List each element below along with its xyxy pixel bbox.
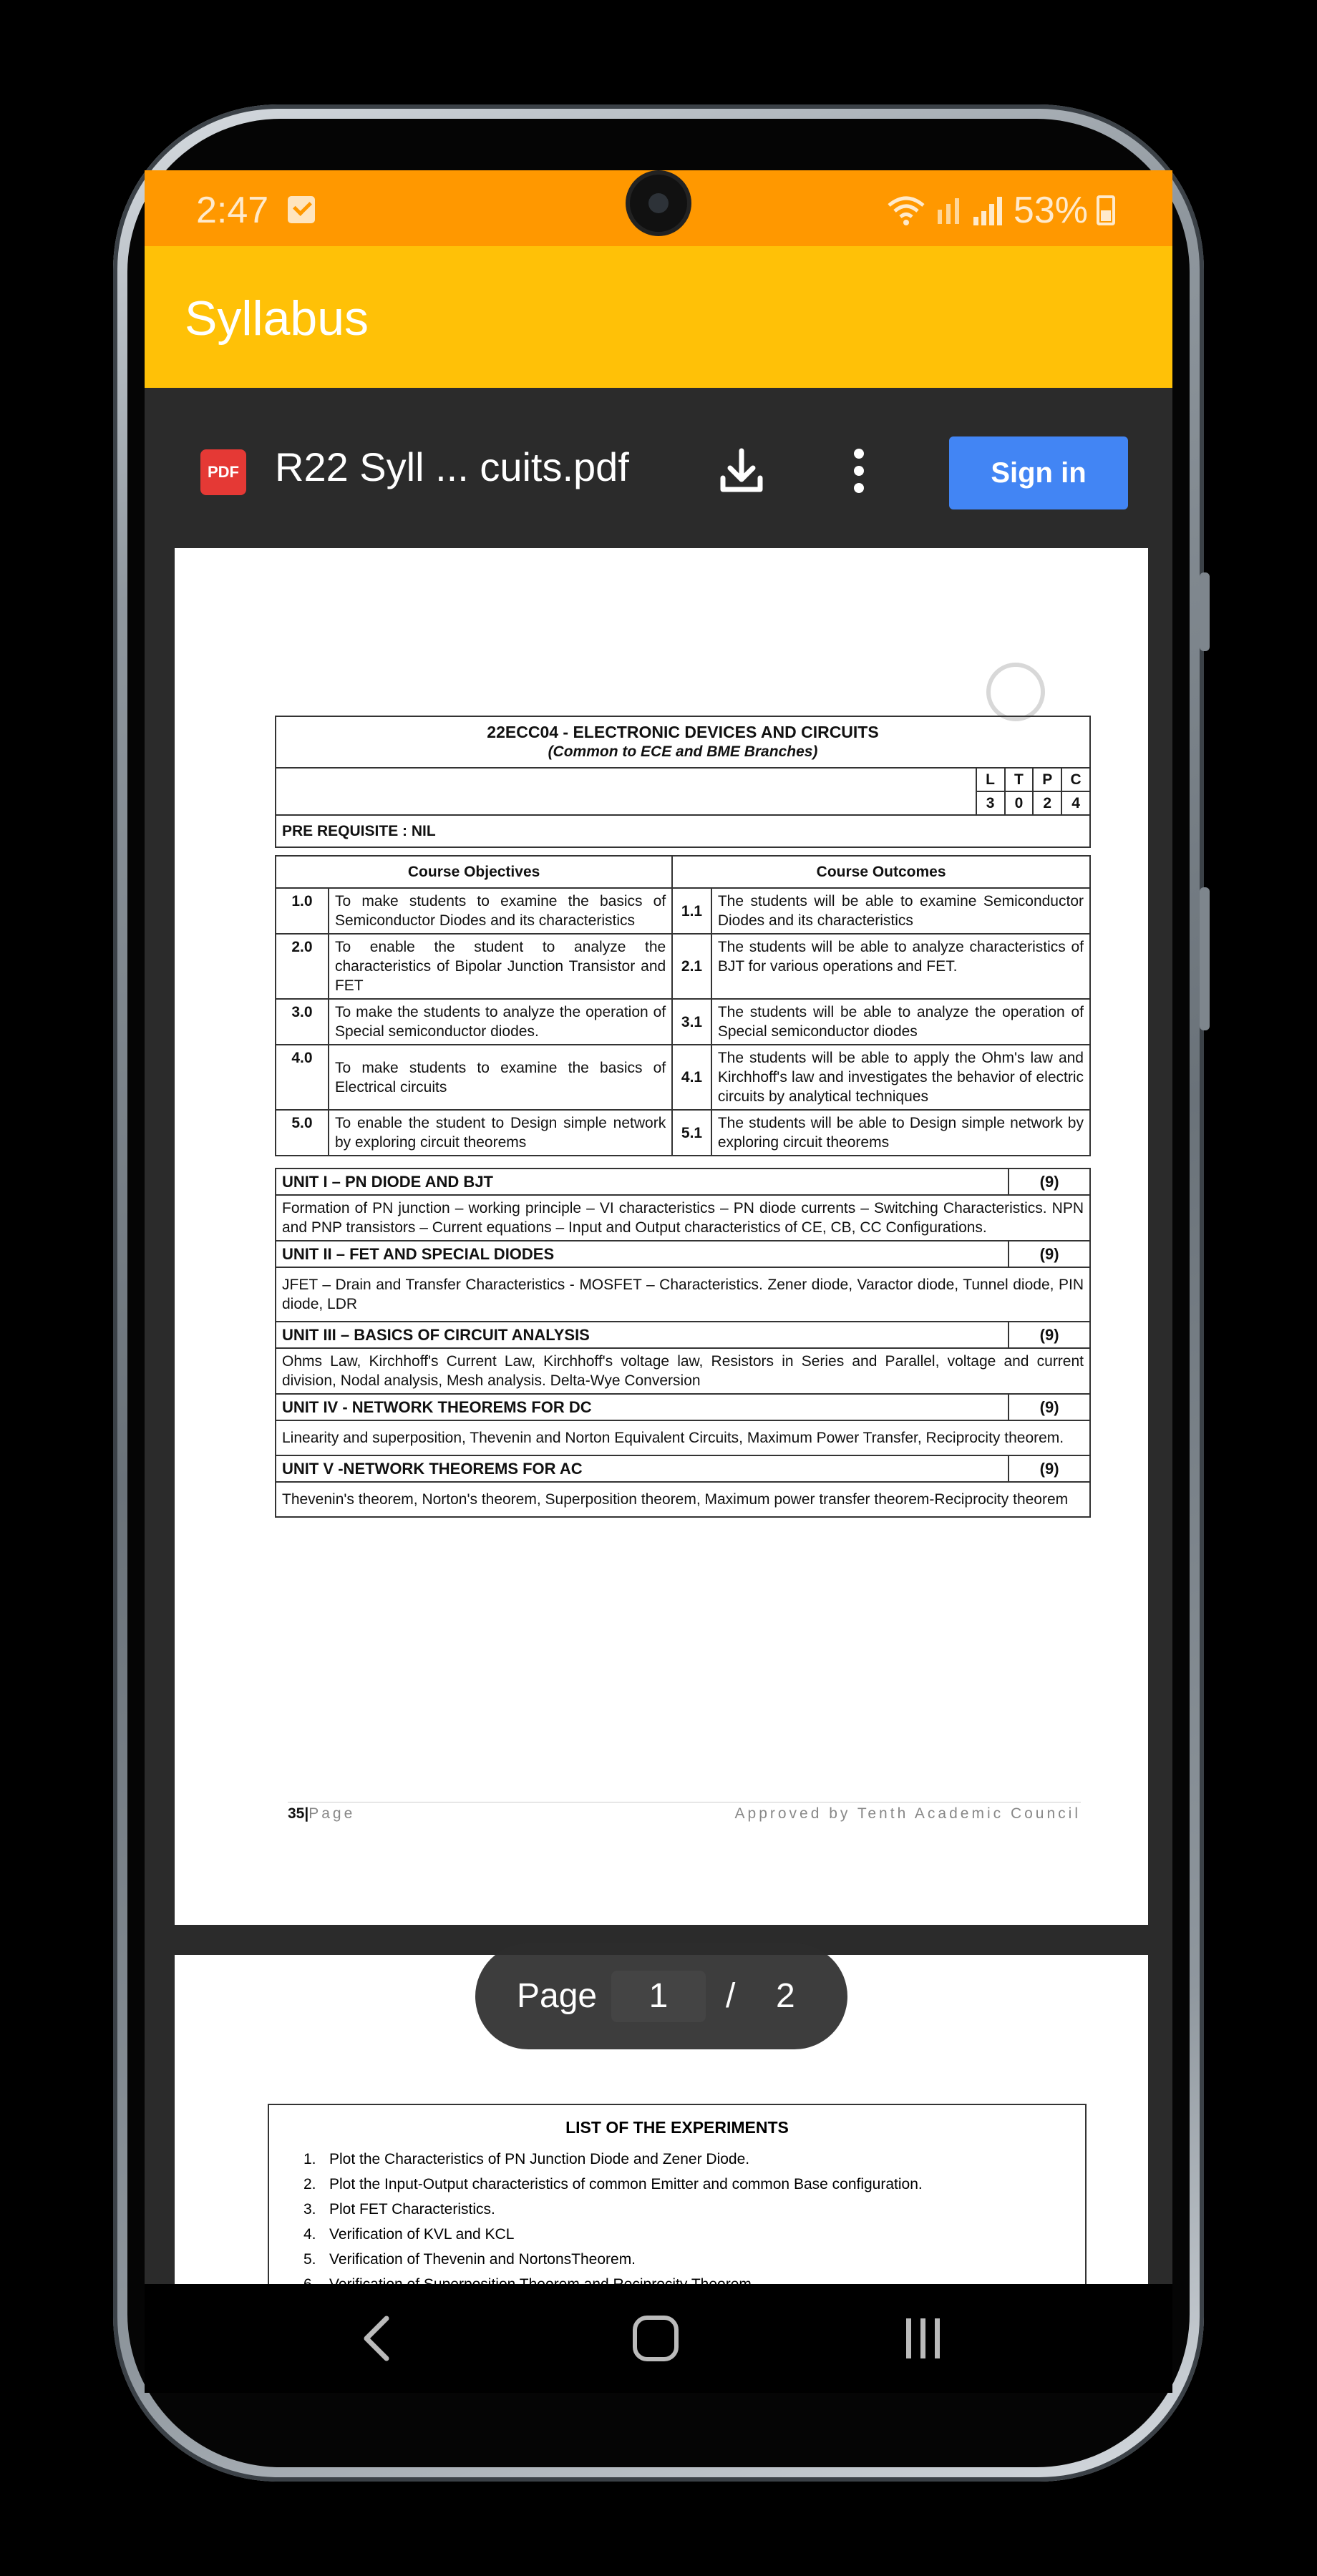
table-row xyxy=(276,1110,1090,1156)
back-icon[interactable] xyxy=(355,2313,398,2364)
page-separator: / xyxy=(726,1977,736,2015)
phone-screen xyxy=(145,170,1172,2393)
battery-percent: 53% xyxy=(1013,190,1088,231)
table-row xyxy=(276,888,1090,934)
battery-icon xyxy=(1097,195,1115,225)
list-item xyxy=(303,2197,923,2222)
ltpc-value-l: 3 xyxy=(976,791,1005,815)
unit-hours: (9) xyxy=(1009,1394,1090,1420)
unit-hours: (9) xyxy=(1009,1169,1090,1195)
checkbox-notification-icon xyxy=(288,196,315,223)
table-row xyxy=(276,934,1090,999)
item-number: 2. xyxy=(303,2176,316,2192)
prerequisite: PRE REQUISITE : NIL xyxy=(276,815,1090,847)
loading-spinner-icon xyxy=(986,663,1045,721)
objective-number: 2.0 xyxy=(276,934,329,999)
course-title-cell xyxy=(276,716,1090,768)
outcomes-header: Course Outcomes xyxy=(672,856,1090,888)
footer-page-word: Page xyxy=(308,1805,356,1822)
outcome-text: The students will be able to examine Semiconductor Diodes and its characteristics xyxy=(711,888,1090,934)
download-icon[interactable] xyxy=(713,442,770,499)
units-table xyxy=(275,1168,1091,1518)
item-number: 3. xyxy=(303,2201,316,2218)
power-button xyxy=(1200,887,1210,1030)
outcome-number: 4.1 xyxy=(672,1045,711,1110)
list-item xyxy=(303,2222,923,2247)
status-time: 2:47 xyxy=(196,190,269,231)
file-name: R22 Syll ... cuits.pdf xyxy=(275,444,629,489)
ltpc-value-c: 4 xyxy=(1061,791,1090,815)
unit-hours: (9) xyxy=(1009,1322,1090,1348)
unit-content: Ohms Law, Kirchhoff's Current Law, Kirchhoff's voltage law, Resistors in Series and Parallel, voltage and current division, Nodal analysis, Mesh analysis. Delta-Wye Conversion xyxy=(276,1348,1090,1394)
ltpc-header-t: T xyxy=(1005,768,1034,791)
objective-text: To enable the student to Design simple network by exploring circuit theorems xyxy=(329,1110,672,1156)
objectives-header: Course Objectives xyxy=(276,856,672,888)
table-row xyxy=(276,999,1090,1045)
ltpc-header-l: L xyxy=(976,768,1005,791)
outcome-number: 1.1 xyxy=(672,888,711,934)
item-number: 5. xyxy=(303,2251,316,2268)
unit-content: JFET – Drain and Transfer Characteristics - MOSFET – Characteristics. Zener diode, Varactor diode, Tunnel diode, PIN diode, LDR xyxy=(276,1267,1090,1322)
item-text: Plot FET Characteristics. xyxy=(329,2201,495,2218)
footer-page-number: 35|Page xyxy=(288,1805,356,1822)
list-item xyxy=(303,2147,923,2172)
unit-hours: (9) xyxy=(1009,1241,1090,1267)
footer-page-num: 35 xyxy=(288,1805,305,1822)
objective-number: 3.0 xyxy=(276,999,329,1045)
footer-approved-text: Approved by Tenth Academic Council xyxy=(734,1805,1081,1822)
table-row xyxy=(276,1045,1090,1110)
status-bar xyxy=(145,170,1172,246)
outcome-text: The students will be able to Design simple network by exploring circuit theorems xyxy=(711,1110,1090,1156)
ltpc-value-t: 0 xyxy=(1005,791,1034,815)
unit-1-header xyxy=(276,1169,1090,1195)
home-icon[interactable] xyxy=(633,2316,679,2361)
experiments-list xyxy=(303,2147,923,2297)
course-title: 22ECC04 - ELECTRONIC DEVICES AND CIRCUITS xyxy=(487,723,879,741)
page-indicator[interactable] xyxy=(475,1943,847,2049)
unit-5-header xyxy=(276,1455,1090,1482)
list-item xyxy=(303,2172,923,2197)
objective-text: To make students to examine the basics of Semiconductor Diodes and its characteristics xyxy=(329,888,672,934)
outcome-text: The students will be able to analyze the operation of Special semiconductor diodes xyxy=(711,999,1090,1045)
unit-title: UNIT IV - NETWORK THEOREMS FOR DC xyxy=(276,1394,1009,1420)
page-indicator-label: Page xyxy=(517,1977,598,2015)
item-text: Verification of Thevenin and NortonsTheorem. xyxy=(329,2251,636,2268)
objective-text: To make the students to analyze the operation of Special semiconductor diodes. xyxy=(329,999,672,1045)
unit-3-header xyxy=(276,1322,1090,1348)
outcome-number: 2.1 xyxy=(672,934,711,999)
unit-title: UNIT II – FET AND SPECIAL DIODES xyxy=(276,1241,1009,1267)
app-title: Syllabus xyxy=(185,291,369,346)
list-item xyxy=(303,2247,923,2272)
outcome-text: The students will be able to apply the Ohm's law and Kirchhoff's law and investigates the behavior of electric circuits by analytical techniques xyxy=(711,1045,1090,1110)
objective-number: 1.0 xyxy=(276,888,329,934)
pdf-file-icon: PDF xyxy=(200,449,246,495)
item-text: Plot the Input-Output characteristics of common Emitter and common Base configuration. xyxy=(329,2176,923,2192)
objective-text: To make students to examine the basics of Electrical circuits xyxy=(329,1045,672,1110)
unit-4-header xyxy=(276,1394,1090,1420)
sign-in-button[interactable]: Sign in xyxy=(949,436,1128,509)
ltpc-value-p: 2 xyxy=(1033,791,1061,815)
objective-text: To enable the student to analyze the characteristics of Bipolar Junction Transistor and FET xyxy=(329,934,672,999)
volume-button xyxy=(1200,572,1210,651)
objective-number: 5.0 xyxy=(276,1110,329,1156)
page-footer xyxy=(288,1802,1081,1823)
more-vert-icon[interactable] xyxy=(845,442,873,499)
system-navigation-bar xyxy=(145,2284,1172,2393)
status-icons xyxy=(886,189,1115,232)
ltpc-header-c: C xyxy=(1061,768,1090,791)
syllabus-document xyxy=(275,716,1091,1518)
item-text: Verification of KVL and KCL xyxy=(329,2226,515,2243)
unit-title: UNIT I – PN DIODE AND BJT xyxy=(276,1169,1009,1195)
unit-title: UNIT III – BASICS OF CIRCUIT ANALYSIS xyxy=(276,1322,1009,1348)
unit-title: UNIT V -NETWORK THEOREMS FOR AC xyxy=(276,1455,1009,1482)
pdf-page-1 xyxy=(175,548,1148,1925)
objectives-outcomes-table xyxy=(275,855,1091,1156)
outcome-number: 3.1 xyxy=(672,999,711,1045)
item-text: Plot the Characteristics of PN Junction Diode and Zener Diode. xyxy=(329,2151,750,2167)
signal-icon xyxy=(972,194,1005,227)
unit-hours: (9) xyxy=(1009,1455,1090,1482)
front-camera xyxy=(630,175,687,232)
pdf-viewer-toolbar xyxy=(145,388,1172,548)
ltpc-header-p: P xyxy=(1033,768,1061,791)
item-number: 1. xyxy=(303,2151,316,2167)
course-header-table xyxy=(275,716,1091,848)
unit-content: Formation of PN junction – working principle – VI characteristics – PN diode currents – Switching Characteristics. NPN and PNP transistors – Current equations – Input and Output characteristics of CE, CB, CC Configurations. xyxy=(276,1195,1090,1241)
objective-number: 4.0 xyxy=(276,1045,329,1110)
course-subtitle: (Common to ECE and BME Branches) xyxy=(548,743,818,760)
total-pages: 2 xyxy=(776,1977,795,2015)
recent-apps-icon[interactable] xyxy=(902,2316,945,2361)
current-page-field[interactable]: 1 xyxy=(611,1971,706,2022)
unit-content: Thevenin's theorem, Norton's theorem, Superposition theorem, Maximum power transfer theorem-Reciprocity theorem xyxy=(276,1482,1090,1517)
unit-2-header xyxy=(276,1241,1090,1267)
outcome-text: The students will be able to analyze characteristics of BJT for various operations and FET. xyxy=(711,934,1090,999)
item-number: 4. xyxy=(303,2226,316,2243)
app-bar xyxy=(145,246,1172,388)
unit-content: Linearity and superposition, Thevenin and Norton Equivalent Circuits, Maximum Power Transfer, Reciprocity theorem. xyxy=(276,1420,1090,1455)
wifi-icon xyxy=(886,194,926,227)
data-signal-icon xyxy=(935,194,963,227)
outcome-number: 5.1 xyxy=(672,1110,711,1156)
experiments-title: LIST OF THE EXPERIMENTS xyxy=(565,2118,789,2137)
